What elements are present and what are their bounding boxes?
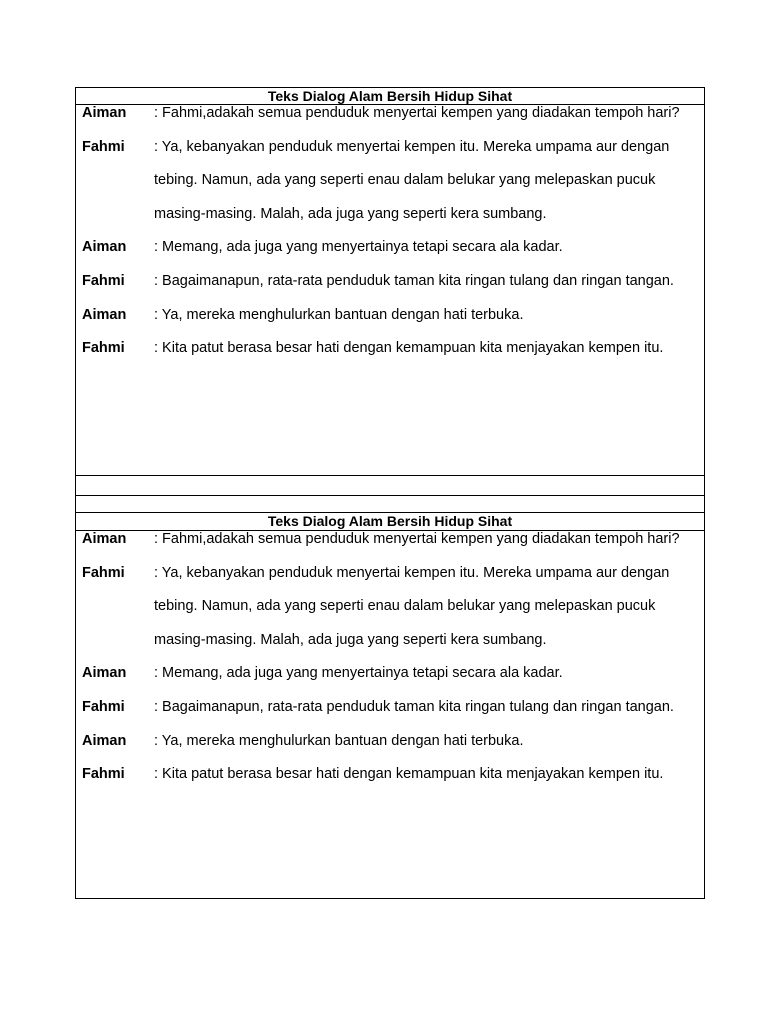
dialog-text: : Kita patut berasa besar hati dengan kemampuan kita menjayakan kempen itu.: [154, 766, 664, 783]
dialog-section: [76, 523, 704, 792]
dialog-turn: [76, 265, 704, 299]
dialog-text: : Memang, ada juga yang menyertainya tetapi secara ala kadar.: [154, 239, 563, 256]
dialog-text: : Fahmi,adakah semua penduduk menyertai kempen yang diadakan tempoh hari?: [154, 105, 680, 121]
dialog-turn: [76, 725, 704, 759]
speaker-name: Fahmi: [82, 564, 125, 581]
dialog-turn: [76, 691, 704, 725]
speaker-name: Aiman: [82, 306, 127, 323]
dialog-text: : Memang, ada juga yang menyertainya tetapi secara ala kadar.: [154, 665, 563, 682]
speaker-name: Fahmi: [82, 698, 125, 715]
section-title: Teks Dialog Alam Bersih Hidup Sihat: [267, 513, 513, 529]
dialog-turn: [76, 231, 704, 265]
speaker-name: Aiman: [82, 531, 127, 547]
row-divider: [76, 475, 704, 476]
speaker-name: Fahmi: [82, 340, 125, 357]
dialog-text: : Ya, mereka menghulurkan bantuan dengan hati terbuka.: [154, 732, 524, 749]
speaker-name: Aiman: [82, 239, 127, 256]
speaker-name: Fahmi: [82, 272, 125, 289]
dialog-turn: [76, 131, 704, 232]
dialog-text: : Bagaimanapun, rata-rata penduduk taman kita ringan tulang dan ringan tangan.: [154, 698, 674, 715]
dialog-text: : Bagaimanapun, rata-rata penduduk taman kita ringan tulang dan ringan tangan.: [154, 272, 674, 289]
dialog-text: : Ya, mereka menghulurkan bantuan dengan hati terbuka.: [154, 306, 524, 323]
speaker-name: Aiman: [82, 105, 127, 121]
dialog-turn: [76, 758, 704, 792]
dialog-turn: [76, 299, 704, 333]
speaker-name: Aiman: [82, 665, 127, 682]
dialog-turn: [76, 332, 704, 366]
dialog-text: : Kita patut berasa besar hati dengan kemampuan kita menjayakan kempen itu.: [154, 340, 664, 357]
speaker-name: Fahmi: [82, 766, 125, 783]
dialog-section: [76, 97, 704, 366]
dialog-text: : Ya, kebanyakan penduduk menyertai kempen itu. Mereka umpama aur dengan tebing. Namun, ada yang seperti enau dalam belukar yang melepaskan pucuk masing-masing. Malah, ada juga yang seperti kera sumbang.: [154, 138, 674, 222]
dialog-turn: [76, 557, 704, 658]
dialog-turn: [76, 97, 704, 131]
section-title: Teks Dialog Alam Bersih Hidup Sihat: [267, 88, 513, 104]
dialog-text: : Ya, kebanyakan penduduk menyertai kempen itu. Mereka umpama aur dengan tebing. Namun, ada yang seperti enau dalam belukar yang melepaskan pucuk masing-masing. Malah, ada juga yang seperti kera sumbang.: [154, 564, 674, 648]
dialog-turn: [76, 657, 704, 691]
dialog-table: [75, 87, 705, 899]
dialog-turn: [76, 523, 704, 557]
dialog-text: : Fahmi,adakah semua penduduk menyertai kempen yang diadakan tempoh hari?: [154, 531, 680, 547]
speaker-name: Aiman: [82, 732, 127, 749]
row-divider: [76, 495, 704, 496]
speaker-name: Fahmi: [82, 138, 125, 155]
